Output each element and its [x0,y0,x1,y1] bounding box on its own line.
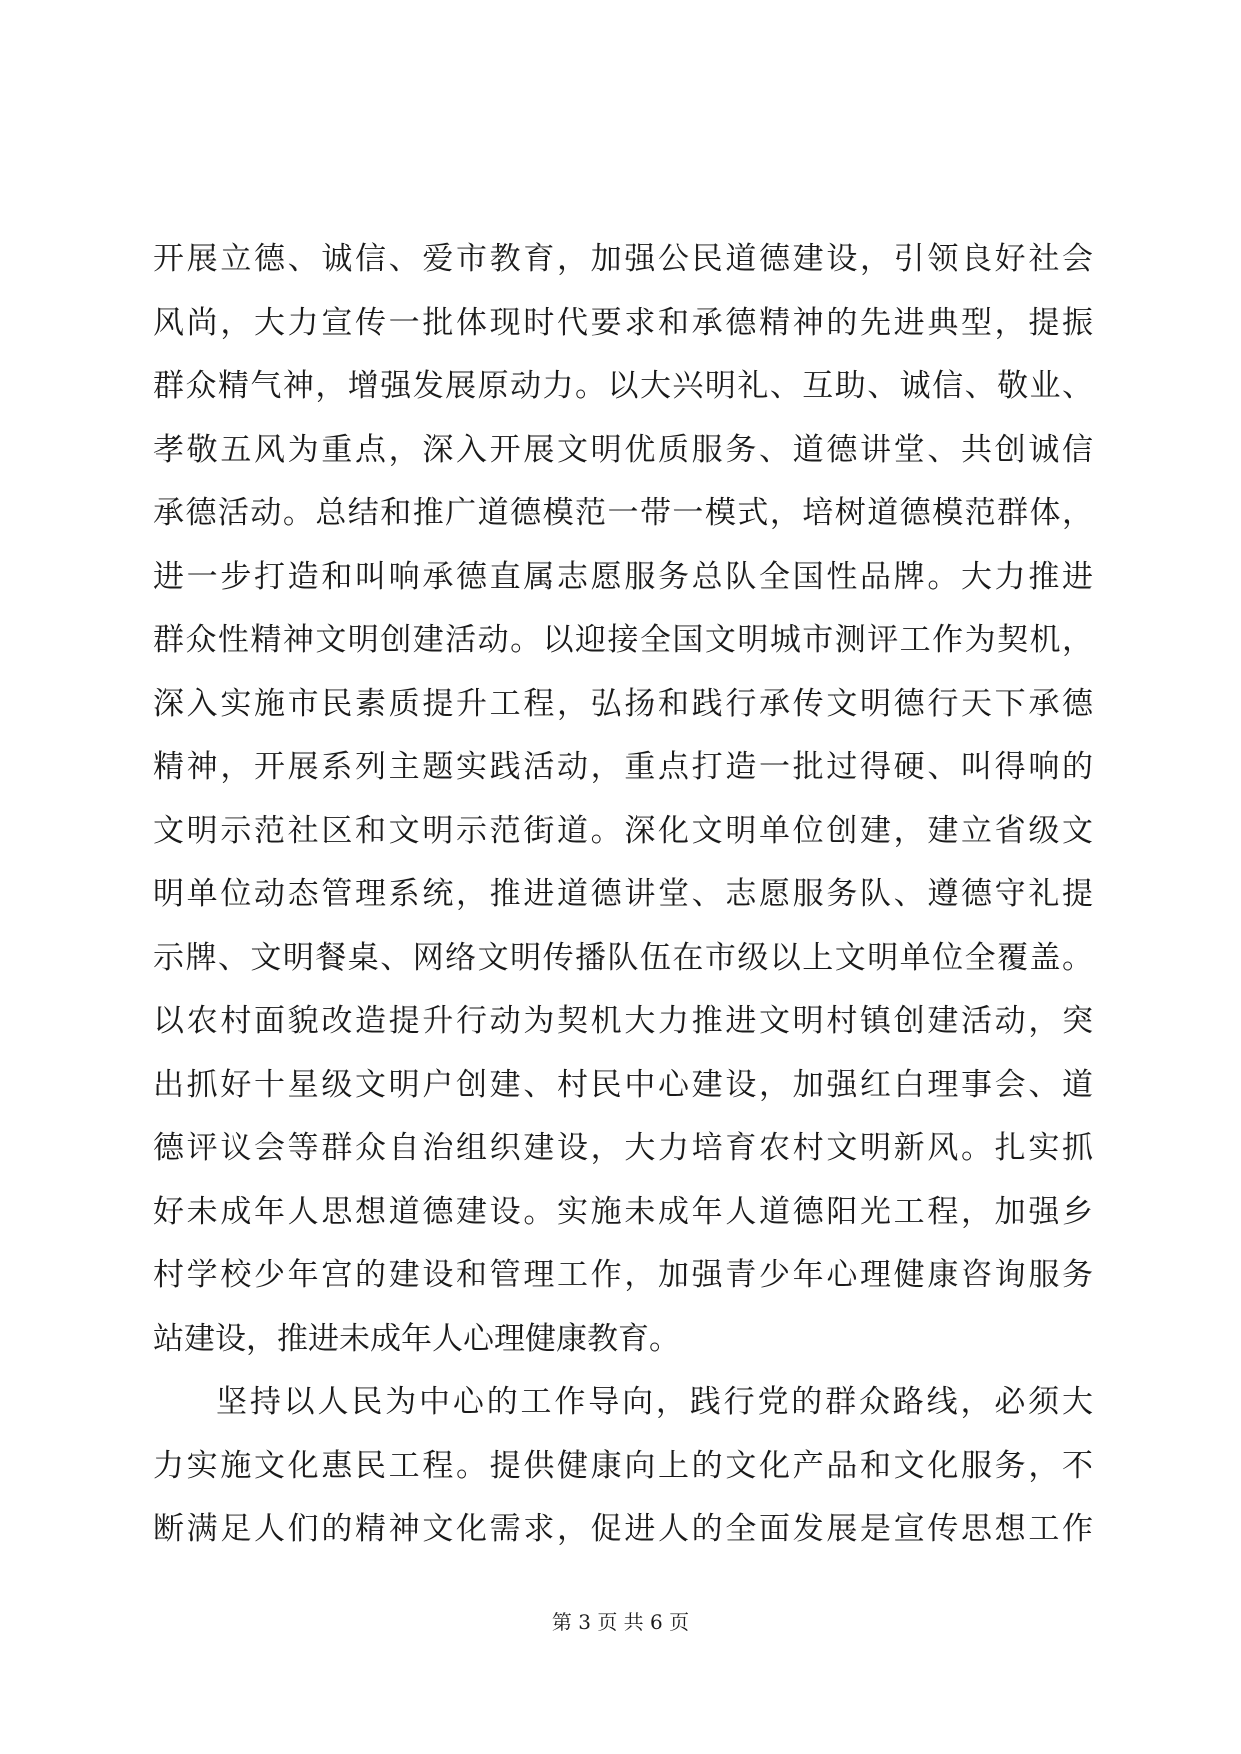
text-line: 好未成年人思想道德建设。实施未成年人道德阳光工程，加强乡 [153,1193,1093,1230]
paragraph-2 [153,1371,1093,1562]
text-line: 力实施文化惠民工程。提供健康向上的文化产品和文化服务，不 [153,1447,1093,1484]
text-line: 精神，开展系列主题实践活动，重点打造一批过得硬、叫得响的 [153,749,1093,785]
paragraph-1 [153,228,1093,1371]
text-line: 深入实施市民素质提升工程，弘扬和践行承传文明德行天下承德 [153,685,1093,722]
text-line: 风尚，大力宣传一批体现时代要求和承德精神的先进典型，提振 [153,304,1093,341]
text-line: 群众精气神，增强发展原动力。以大兴明礼、互助、诚信、敬业、 [153,368,1093,404]
text-line: 示牌、文明餐桌、网络文明传播队伍在市级以上文明单位全覆盖。 [153,939,1093,976]
body-text [153,228,1093,1562]
text-line: 进一步打造和叫响承德直属志愿服务总队全国性品牌。大力推进 [153,558,1093,595]
text-line: 出抓好十星级文明户创建、村民中心建设，加强红白理事会、道 [153,1066,1093,1103]
text-line: 德评议会等群众自治组织建设，大力培育农村文明新风。扎实抓 [153,1130,1093,1166]
text-line: 承德活动。总结和推广道德模范一带一模式，培树道德模范群体， [153,495,1093,531]
text-line: 群众性精神文明创建活动。以迎接全国文明城市测评工作为契机， [153,622,1093,658]
page-number: 第 3 页 共 6 页 [551,1610,690,1634]
text-line: 坚持以人民为中心的工作导向，践行党的群众路线，必须大 [216,1384,1093,1420]
text-line: 以农村面貌改造提升行动为契机大力推进文明村镇创建活动，突 [153,1003,1093,1039]
text-line: 站建设，推进未成年人心理健康教育。 [153,1320,680,1357]
text-line: 村学校少年宫的建设和管理工作，加强青少年心理健康咨询服务 [153,1257,1093,1293]
text-line: 明单位动态管理系统，推进道德讲堂、志愿服务队、遵德守礼提 [153,876,1093,912]
text-line: 文明示范社区和文明示范街道。深化文明单位创建，建立省级文 [153,812,1093,849]
text-line: 断满足人们的精神文化需求，促进人的全面发展是宣传思想工作 [153,1511,1093,1547]
text-line: 孝敬五风为重点，深入开展文明优质服务、道德讲堂、共创诚信 [153,431,1093,468]
text-line: 开展立德、诚信、爱市教育，加强公民道德建设，引领良好社会 [153,241,1093,277]
